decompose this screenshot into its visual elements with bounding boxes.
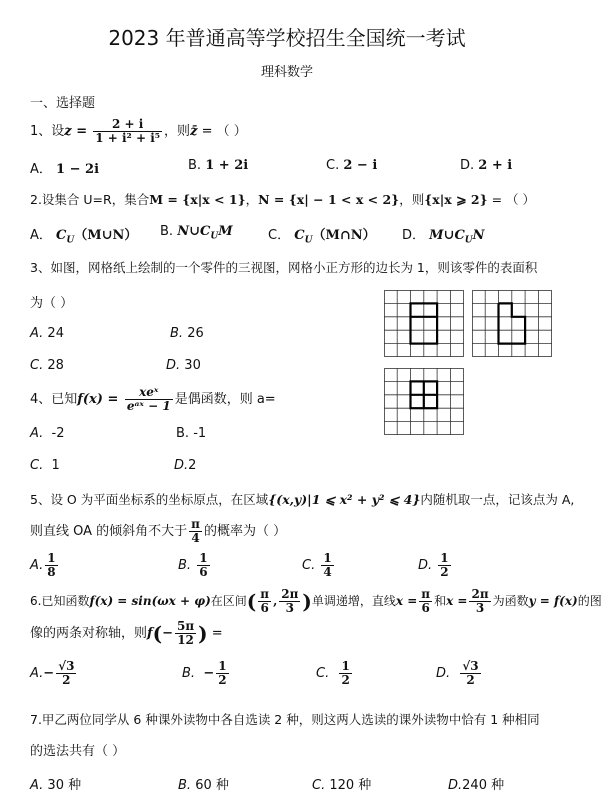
q5-option-b[interactable]: B. $\frac{1}{6}$ bbox=[178, 551, 208, 579]
question-4: 4、已知f(x) = $\frac{\text{xeˣ}}{\text{eᵃˣ − 1}}$ 是偶函数，则 a= bbox=[30, 385, 276, 413]
question-3-line-2: 为（ ） bbox=[30, 296, 74, 311]
q5-option-c[interactable]: C. $\frac{1}{4}$ bbox=[302, 551, 332, 579]
exam-subtitle: 理科数学 bbox=[260, 65, 313, 80]
q2-option-a[interactable]: A． $C_U(M\cup N)$ bbox=[30, 228, 138, 246]
q3-option-d[interactable]: D. 30 bbox=[166, 358, 201, 373]
q6-option-c[interactable]: C. $\frac{1}{2}$ bbox=[316, 659, 350, 687]
q4-option-a[interactable]: A. -2 bbox=[30, 426, 65, 441]
q3-option-a[interactable]: A. 24 bbox=[30, 326, 64, 341]
q1-option-a[interactable]: A． 1 − 2i bbox=[30, 162, 100, 177]
question-2: 2.设集合 U=R，集合M = {x|x < 1}，N = {x| − 1 < x < 2}，则{x|x ⩾ 2} = （ ） bbox=[30, 192, 536, 207]
q5-option-a[interactable]: A. $\frac{1}{8}$ bbox=[30, 551, 56, 579]
q4-option-b[interactable]: B. -1 bbox=[176, 426, 207, 441]
q7-option-c[interactable]: C. 120 种 bbox=[312, 778, 372, 793]
q6-option-d[interactable]: D. $\frac{√3}{2}$ bbox=[436, 659, 479, 687]
q7-option-b[interactable]: B. 60 种 bbox=[178, 778, 229, 793]
q3-option-c[interactable]: C. 28 bbox=[30, 358, 64, 373]
q1-option-c[interactable]: C. 2 − i bbox=[326, 158, 378, 173]
q6-option-a[interactable]: A.− $\frac{√3}{2}$ bbox=[30, 659, 75, 687]
q1-option-b[interactable]: B. 1 + 2i bbox=[188, 158, 249, 173]
q1-option-d[interactable]: D. 2 + i bbox=[460, 158, 513, 173]
top-view-grid bbox=[384, 368, 464, 435]
question-7-line-1: 7.甲乙两位同学从 6 种课外读物中各自选读 2 种，则这两人选读的课外读物中恰有 1 种相同 bbox=[30, 712, 540, 727]
q7-option-d[interactable]: D.240 种 bbox=[448, 778, 505, 793]
question-7-line-2: 的选法共有（ ） bbox=[30, 744, 126, 759]
section-heading: 一、选择题 bbox=[30, 96, 96, 111]
q2-option-c[interactable]: C． $C_U(M\cap N)$ bbox=[268, 228, 376, 246]
q2-option-b[interactable]: B. $N\cup C_UM$ bbox=[160, 224, 233, 242]
question-6-line-2: 像的两条对称轴，则f(− $\frac{5\pi}{12}$ ) = bbox=[30, 619, 223, 647]
q6-option-b[interactable]: B. − $\frac{1}{2}$ bbox=[182, 659, 227, 687]
exam-title: 2023 年普通高等学校招生全国统一考试 bbox=[108, 26, 466, 50]
side-view-grid bbox=[472, 290, 552, 357]
question-6-line-1: 6.已知函数f(x) = sin(ωx + φ)在区间( $\frac{\pi}{6}$ , $\frac{2\pi}{3}$ )单调递增，直线x = $\frac{\pi}{6}$ 和x = $\frac{2\pi}{3}$ 为函数y = f(x)的图 bbox=[30, 587, 602, 615]
question-5-line-1: 5、设 O 为平面坐标系的坐标原点，在区域{(x,y)|1 ⩽ x² + y² ⩽ 4}内随机取一点，记该点为 A, bbox=[30, 492, 575, 507]
q4-option-c[interactable]: C. 1 bbox=[30, 458, 60, 473]
q5-option-d[interactable]: D. $\frac{1}{2}$ bbox=[418, 551, 449, 579]
q3-option-b[interactable]: B. 26 bbox=[170, 326, 204, 341]
q2-option-d[interactable]: D． $M\cup C_UN$ bbox=[402, 228, 485, 246]
question-1: 1、设z = $\frac{2 + i}{\text{1 + i² + i⁵}}$ ，则z̄ = （ ） bbox=[30, 117, 247, 145]
q7-option-a[interactable]: A. 30 种 bbox=[30, 778, 82, 793]
q4-option-d[interactable]: D.2 bbox=[174, 458, 197, 473]
question-3-line-1: 3、如图，网格纸上绘制的一个零件的三视图，网格小正方形的边长为 1，则该零件的表面积 bbox=[30, 260, 538, 275]
front-view-grid bbox=[384, 290, 464, 357]
question-5-line-2: 则直线 OA 的倾斜角不大于 $\frac{\pi}{4}$ 的概率为（ ） bbox=[30, 517, 287, 545]
